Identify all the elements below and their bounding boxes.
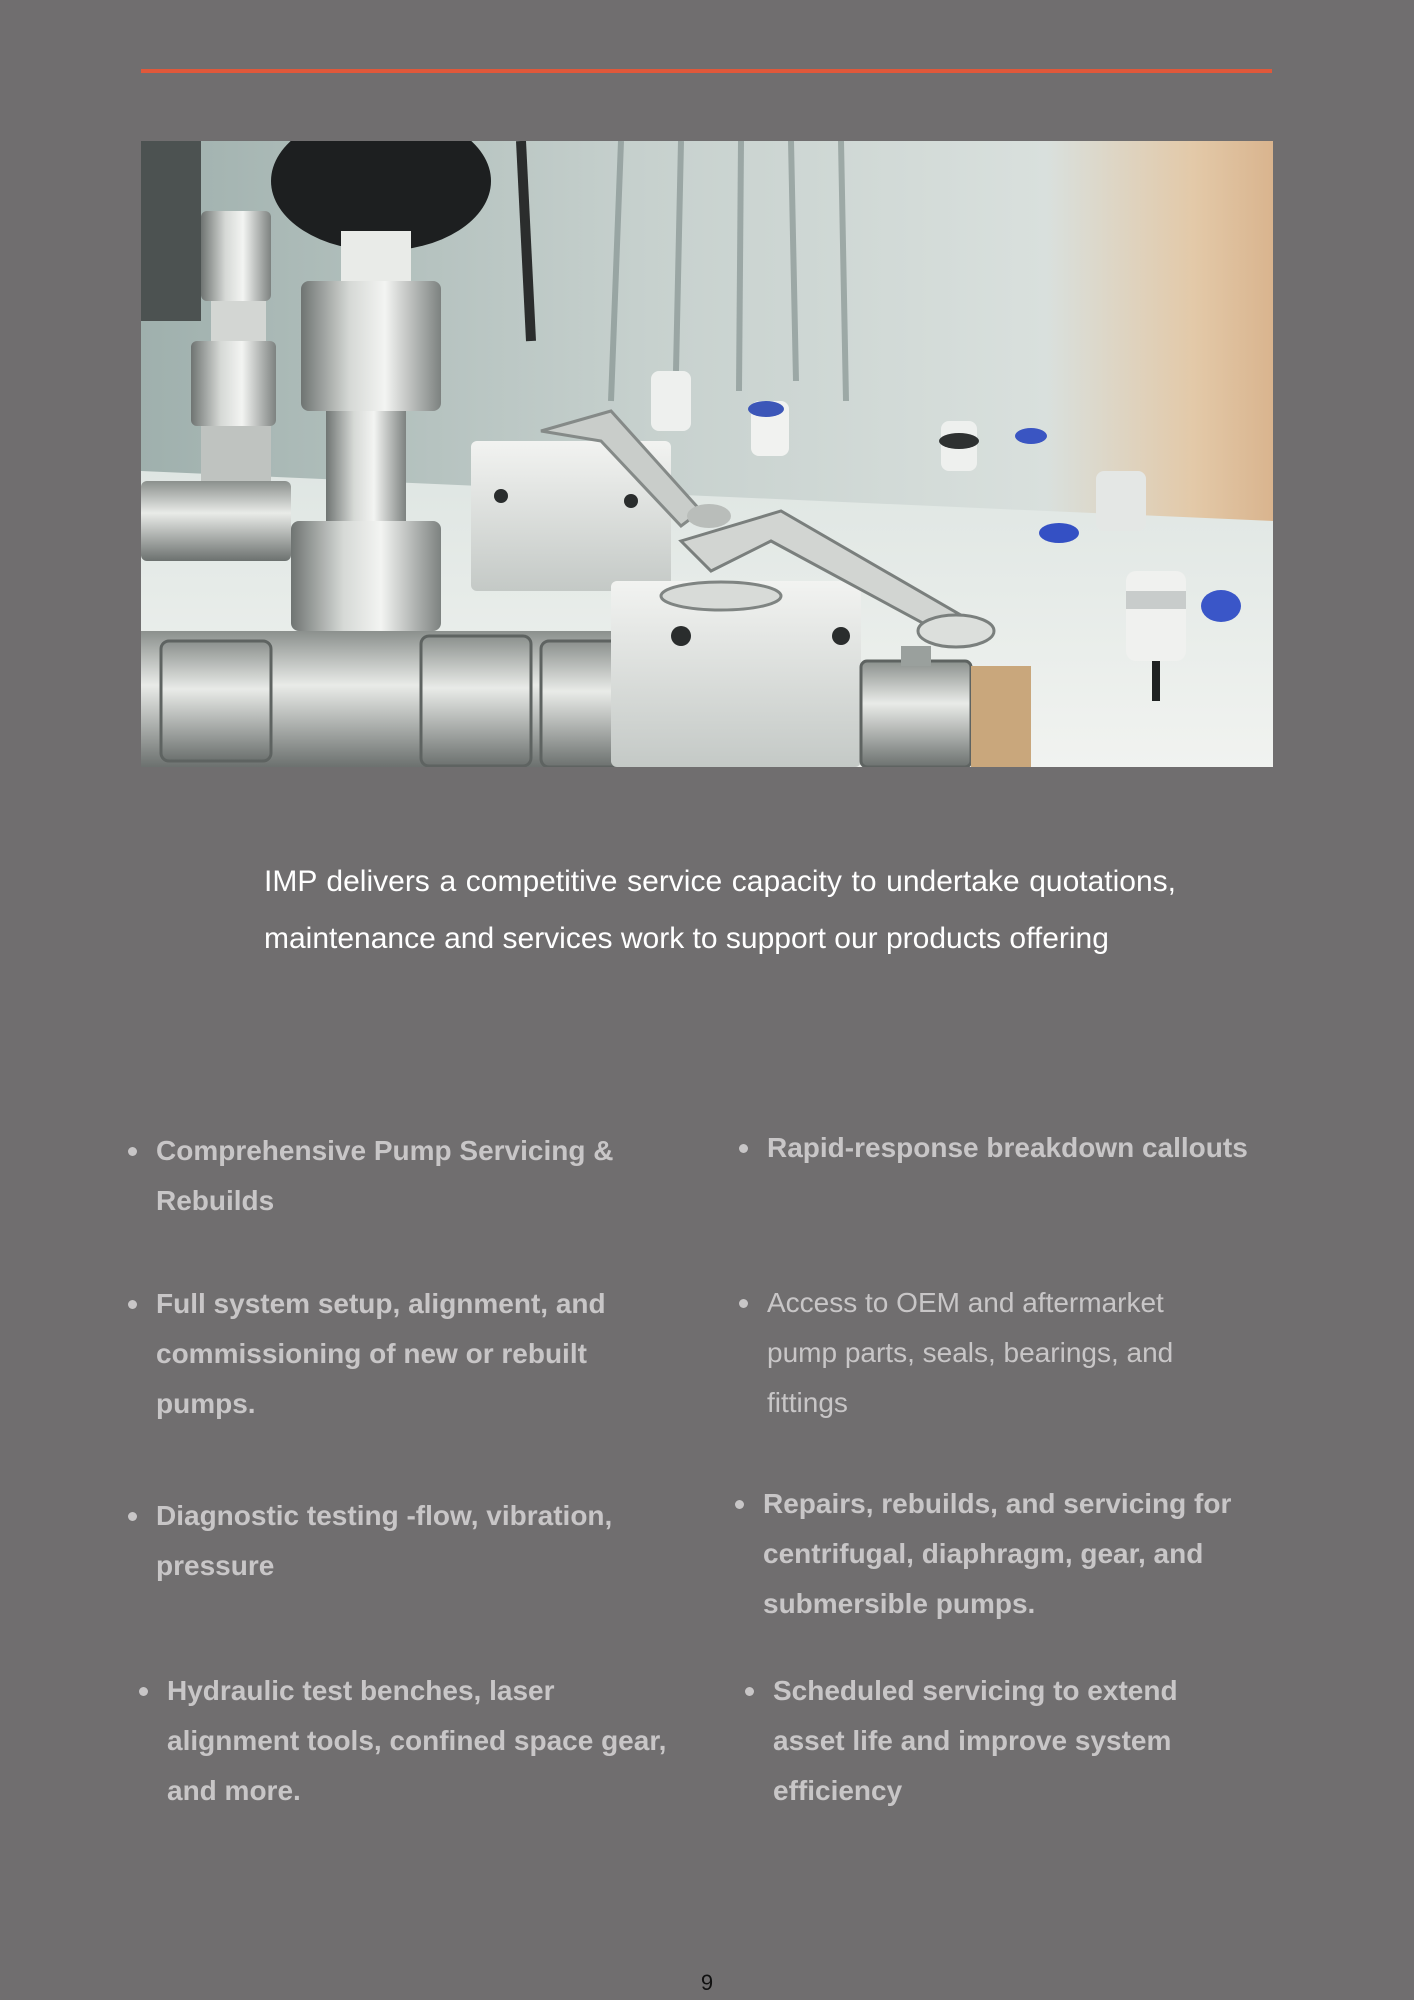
header-accent-rule (141, 69, 1272, 73)
service-item-4-text: Access to OEM and aftermarket pump parts, seals, bearings, and fittings (767, 1278, 1227, 1428)
service-item-5 (156, 1491, 656, 1591)
service-item-4 (767, 1278, 1227, 1428)
service-item-7 (167, 1666, 687, 1816)
service-item-6 (763, 1479, 1233, 1629)
service-item-3-text: Full system setup, alignment, and commissioning of new or rebuilt pumps. (156, 1279, 646, 1429)
service-item-6-text: Repairs, rebuilds, and servicing for centrifugal, diaphragm, gear, and submersible pumps. (763, 1479, 1233, 1629)
service-item-2 (767, 1123, 1287, 1173)
service-item-5-text: Diagnostic testing -flow, vibration, pressure (156, 1491, 656, 1591)
service-item-8 (773, 1666, 1223, 1816)
page-number: 9 (700, 1970, 714, 1995)
service-item-7-text: Hydraulic test benches, laser alignment tools, confined space gear, and more. (167, 1666, 687, 1816)
service-item-1 (156, 1126, 656, 1226)
hero-photo-industrial-valves (141, 141, 1273, 767)
service-item-2-text: Rapid-response breakdown callouts (767, 1123, 1287, 1173)
service-item-8-text: Scheduled servicing to extend asset life and improve system efficiency (773, 1666, 1223, 1816)
intro-paragraph: IMP delivers a competitive service capacity to undertake quotations, maintenance and services work to support our products offering (264, 865, 1176, 955)
service-item-3 (156, 1279, 646, 1429)
service-item-1-text: Comprehensive Pump Servicing & Rebuilds (156, 1126, 656, 1226)
